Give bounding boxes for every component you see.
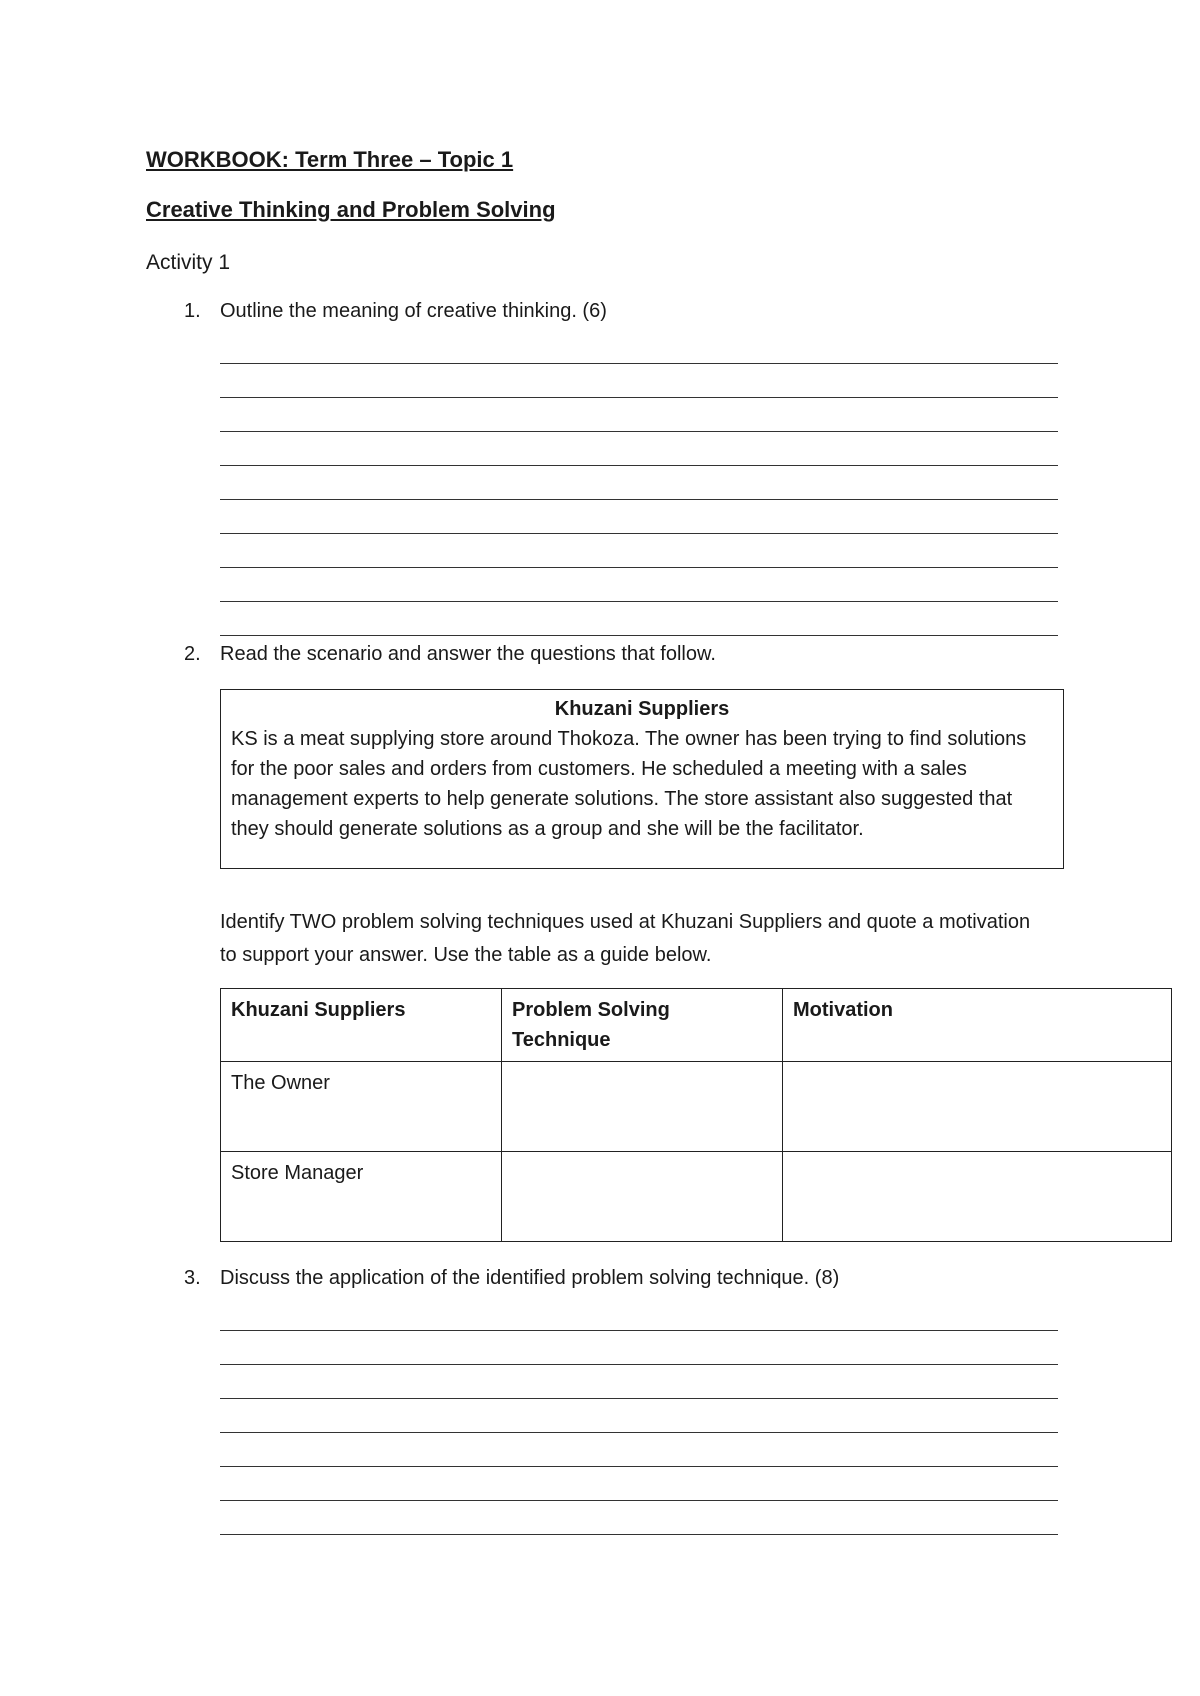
answer-line[interactable] — [220, 466, 1058, 500]
answer-line[interactable] — [220, 602, 1058, 636]
table-header: Khuzani Suppliers — [221, 989, 502, 1062]
table-header: Problem Solving Technique — [502, 989, 783, 1062]
table-cell-technique[interactable] — [502, 1152, 783, 1242]
answer-line[interactable] — [220, 1399, 1058, 1433]
answer-line[interactable] — [220, 364, 1058, 398]
answer-line[interactable] — [220, 1433, 1058, 1467]
table-cell-motivation[interactable] — [783, 1152, 1172, 1242]
question-3-text: Discuss the application of the identified problem solving technique. (8) — [220, 1267, 840, 1289]
scenario-title: Khuzani Suppliers — [554, 698, 730, 720]
guide-table — [220, 988, 1172, 1242]
table-header-row — [221, 989, 1172, 1062]
answer-line[interactable] — [220, 1297, 1058, 1331]
activity-label: Activity 1 — [146, 251, 231, 274]
answer-line[interactable] — [220, 432, 1058, 466]
scenario-box — [220, 689, 1064, 869]
answer-line[interactable] — [220, 330, 1058, 364]
question-2-text: Read the scenario and answer the questions that follow. — [220, 643, 716, 665]
question-3-answer-area[interactable] — [220, 1297, 1058, 1535]
table-cell-role: Store Manager — [221, 1152, 502, 1242]
page-subtitle: Creative Thinking and Problem Solving — [146, 197, 556, 222]
answer-line[interactable] — [220, 534, 1058, 568]
answer-line[interactable] — [220, 568, 1058, 602]
scenario-body: KS is a meat supplying store around Thokoza. The owner has been trying to find solutions for the poor sales and orders from customers. He scheduled a meeting with a sales management experts to help generate solutions. The store assistant also suggested that they should generate solutions as a group and she will be the facilitator. — [231, 728, 1027, 840]
table-row — [221, 1152, 1172, 1242]
question-3-number: 3. — [184, 1267, 201, 1289]
question-1-number: 1. — [184, 300, 201, 322]
table-header: Motivation — [783, 989, 1172, 1062]
answer-line[interactable] — [220, 398, 1058, 432]
answer-line[interactable] — [220, 1365, 1058, 1399]
page-title: WORKBOOK: Term Three – Topic 1 — [146, 147, 514, 172]
question-2-instruction: Identify TWO problem solving techniques used at Khuzani Suppliers and quote a motivation to support your answer. Use the table as a guide below. — [220, 911, 1031, 966]
table-cell-motivation[interactable] — [783, 1062, 1172, 1152]
table-cell-technique[interactable] — [502, 1062, 783, 1152]
answer-line[interactable] — [220, 1467, 1058, 1501]
table-cell-role: The Owner — [221, 1062, 502, 1152]
question-2-number: 2. — [184, 643, 201, 665]
answer-line[interactable] — [220, 500, 1058, 534]
table-row — [221, 1062, 1172, 1152]
answer-line[interactable] — [220, 1501, 1058, 1535]
answer-line[interactable] — [220, 1331, 1058, 1365]
question-1-text: Outline the meaning of creative thinking. (6) — [220, 300, 607, 322]
question-1-answer-area[interactable] — [220, 330, 1058, 636]
